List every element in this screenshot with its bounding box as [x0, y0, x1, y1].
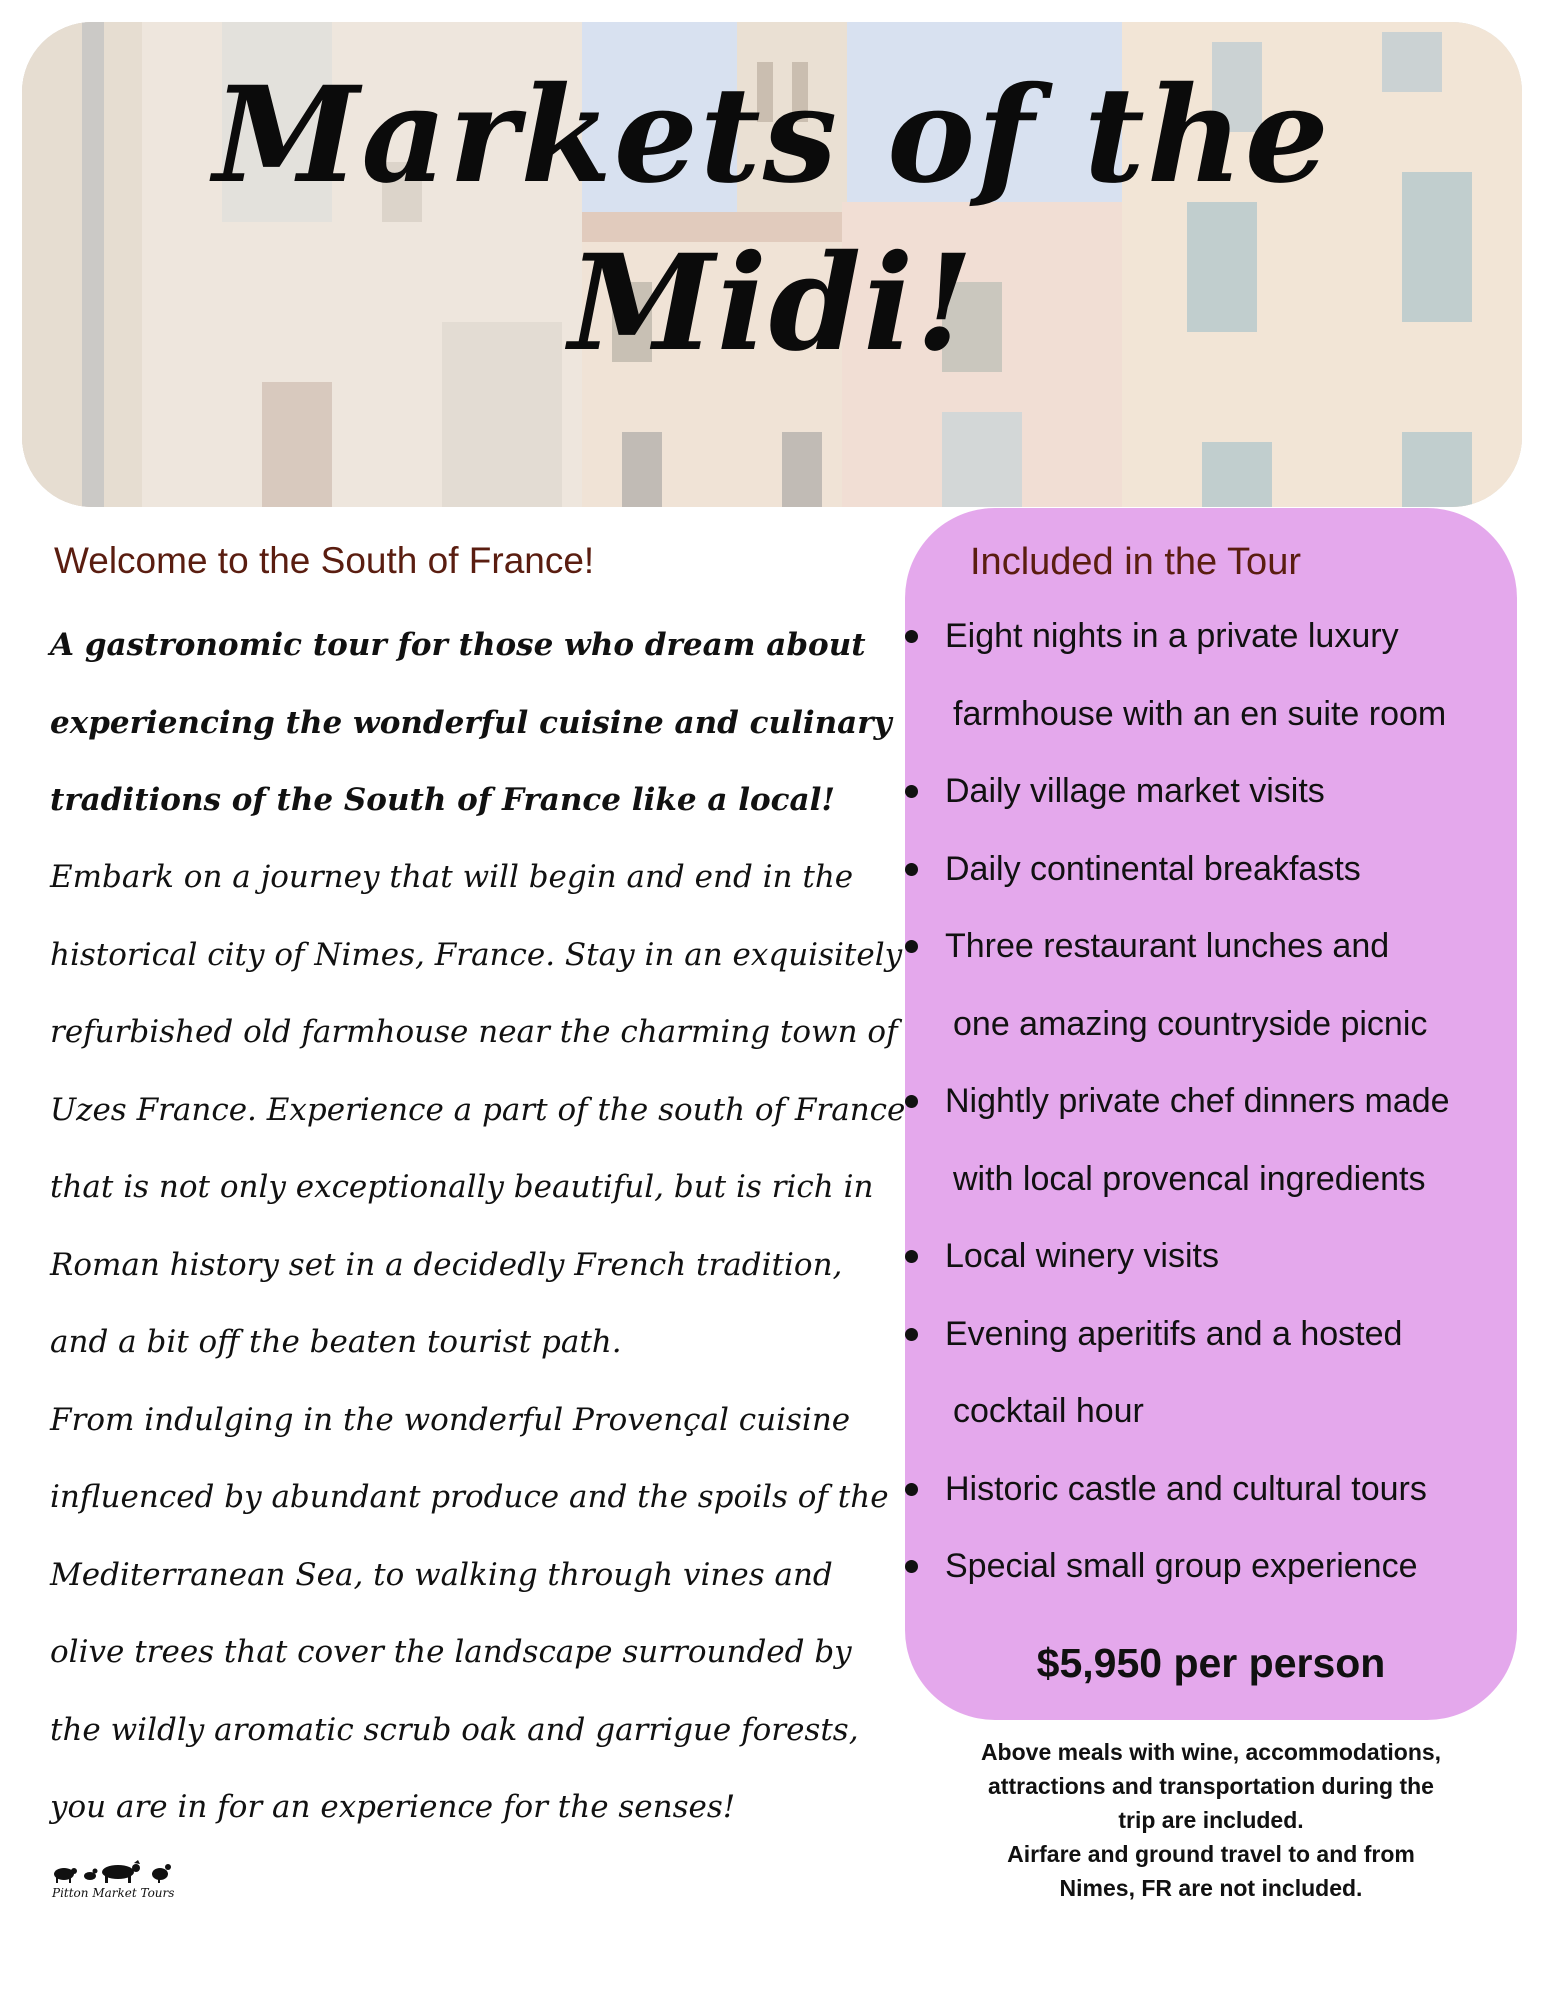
- note-line-2: attractions and transportation during the: [988, 1773, 1434, 1799]
- intro-lead: A gastronomic tour for those who dream about experiencing the wonderful cuisine and culinary traditions of the South of France like a local!: [50, 627, 892, 818]
- logo-text: Pitton Market Tours: [52, 1886, 175, 1900]
- description-paragraph-2: From indulging in the wonderful Provençal cuisine influenced by abundant produce and the spoils of the Mediterranean Sea, to walking through vines and olive trees that cover the landscape surrounded by the wildly aromatic scrub oak and garrigue forests, you are in for an experience for the senses!: [50, 1401, 889, 1825]
- list-item-text: Evening aperitifs and a hosted: [945, 1314, 1403, 1353]
- list-item-text: Eight nights in a private luxury: [945, 617, 1399, 655]
- list-item-text: Nightly private chef dinners made: [945, 1082, 1450, 1120]
- included-heading: Included in the Tour: [970, 541, 1301, 583]
- note-line-5: Nimes, FR are not included.: [1059, 1875, 1363, 1901]
- list-item: [903, 831, 1523, 909]
- included-list: [903, 598, 1523, 1606]
- list-item: [903, 1218, 1523, 1296]
- list-item-text: Historic castle and cultural tours: [945, 1469, 1427, 1508]
- welcome-heading: Welcome to the South of France!: [54, 540, 595, 581]
- list-item: [903, 1063, 1523, 1218]
- list-item-text: Daily continental breakfasts: [945, 849, 1361, 888]
- title-line-1: Markets of the: [213, 58, 1331, 213]
- farm-animals-icon: [52, 1860, 182, 1884]
- price-label: $5,950 per person: [1036, 1640, 1386, 1686]
- note-line-3: trip are included.: [1118, 1807, 1304, 1833]
- description-body: [50, 839, 910, 1847]
- title-line-2: Midi!: [568, 226, 976, 381]
- list-item-text-continued: one amazing countryside picnic: [953, 1004, 1428, 1043]
- company-logo: [52, 1860, 192, 1900]
- list-item-text: Special small group experience: [945, 1547, 1418, 1585]
- list-item: [903, 1296, 1523, 1451]
- list-item: [903, 908, 1523, 1063]
- page-title: [22, 52, 1522, 388]
- note-line-4: Airfare and ground travel to and from: [1007, 1841, 1415, 1867]
- list-item-text-continued: farmhouse with an en suite room: [953, 694, 1447, 733]
- description-paragraph-1: Embark on a journey that will begin and end in the historical city of Nimes, France. Stay in an exquisitely refurbished old farmhouse near the charming town of Uzes France. Experience a part of the south of France that is not only exceptionally beautiful, but is rich in Roman history set in a decidedly French tradition, and a bit off the beaten tourist path.: [50, 859, 906, 1360]
- list-item-text: Three restaurant lunches and: [945, 927, 1390, 965]
- hero-banner: [22, 22, 1522, 507]
- inclusion-note: [905, 1735, 1517, 1905]
- list-item: [903, 598, 1523, 753]
- list-item: [903, 753, 1523, 831]
- note-line-1: Above meals with wine, accommodations,: [980, 1739, 1442, 1765]
- list-item-text-continued: with local provencal ingredients: [953, 1159, 1426, 1198]
- list-item-text: Daily village market visits: [945, 772, 1325, 810]
- list-item-text: Local winery visits: [945, 1237, 1219, 1275]
- list-item: [903, 1528, 1523, 1606]
- list-item: [903, 1451, 1523, 1529]
- list-item-text-continued: cocktail hour: [953, 1392, 1144, 1430]
